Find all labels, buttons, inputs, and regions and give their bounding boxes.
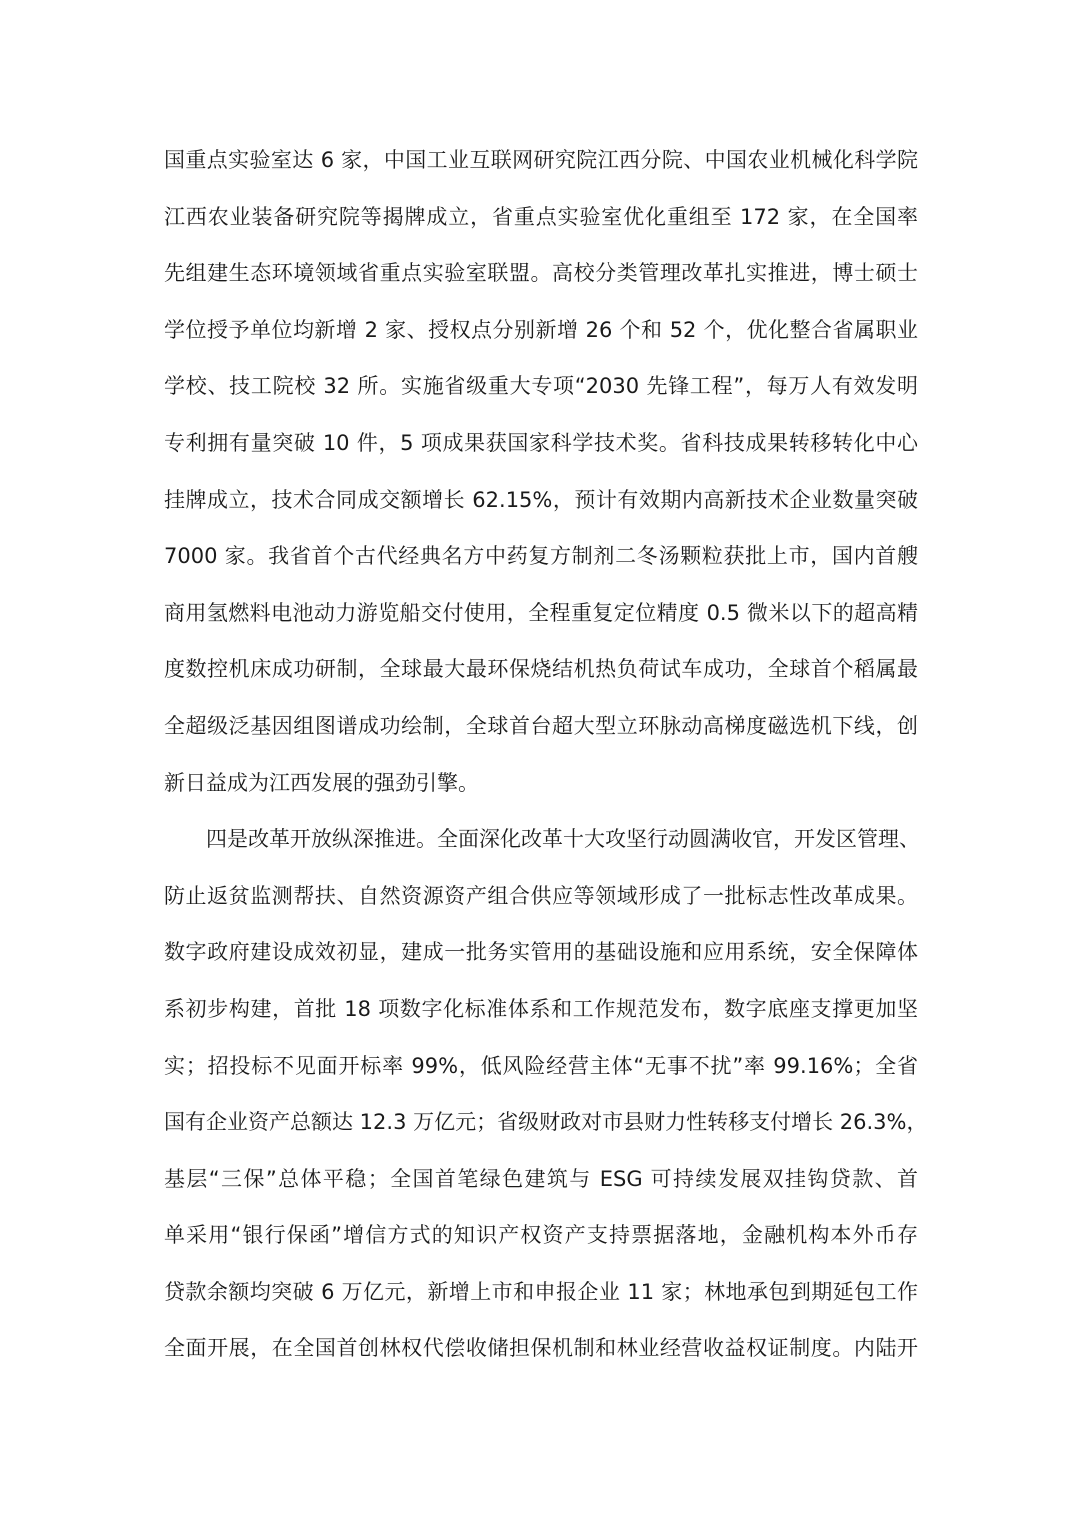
- text-line: 度数控机床成功研制，全球最大最环保烧结机热负荷试车成功，全球首个稻属最: [164, 657, 918, 682]
- text-line: 专利拥有量突破 10 件，5 项成果获国家科学技术奖。省科技成果转移转化中心: [164, 430, 918, 455]
- text-line: 学位授予单位均新增 2 家、授权点分别新增 26 个和 52 个，优化整合省属职业: [164, 317, 918, 342]
- paragraph-reform-opening: [164, 811, 928, 1377]
- text-line: 商用氢燃料电池动力游览船交付使用，全程重复定位精度 0.5 微米以下的超高精: [164, 600, 918, 625]
- paragraph-science-innovation: [164, 132, 918, 811]
- text-line: 基层“三保”总体平稳；全国首笔绿色建筑与 ESG 可持续发展双挂钩贷款、首: [164, 1166, 918, 1191]
- text-line: 实；招投标不见面开标率 99%，低风险经营主体“无事不扰”率 99.16%；全省: [164, 1053, 918, 1078]
- text-line: 学校、技工院校 32 所。实施省级重大专项“2030 先锋工程”，每万人有效发明: [164, 374, 918, 399]
- body-text: [164, 132, 928, 1377]
- text-line: 全超级泛基因组图谱成功绘制，全球首台超大型立环脉动高梯度磁选机下线，创: [164, 713, 918, 738]
- text-line: 7000 家。我省首个古代经典名方中药复方制剂二冬汤颗粒获批上市，国内首艘: [164, 544, 918, 569]
- text-line: 挂牌成立，技术合同成交额增长 62.15%，预计有效期内高新技术企业数量突破: [164, 487, 918, 512]
- text-line: 四是改革开放纵深推进。全面深化改革十大攻坚行动圆满收官，开发区管理、: [206, 827, 920, 852]
- text-line: 系初步构建，首批 18 项数字化标准体系和工作规范发布，数字底座支撑更加坚: [164, 996, 918, 1021]
- text-line: 防止返贫监测帮扶、自然资源资产组合供应等领域形成了一批标志性改革成果。: [164, 883, 918, 908]
- text-line: 国重点实验室达 6 家，中国工业互联网研究院江西分院、中国农业机械化科学院: [164, 148, 918, 172]
- text-line: 单采用“银行保函”增信方式的知识产权资产支持票据落地，金融机构本外币存: [164, 1223, 918, 1248]
- text-line: 全面开展，在全国首创林权代偿收储担保机制和林业经营收益权证制度。内陆开: [164, 1336, 918, 1361]
- text-line: 新日益成为江西发展的强劲引擎。: [164, 770, 479, 795]
- text-line: 国有企业资产总额达 12.3 万亿元；省级财政对市县财力性转移支付增长 26.3%，: [164, 1110, 928, 1135]
- text-line: 江西农业装备研究院等揭牌成立，省重点实验室优化重组至 172 家，在全国率: [164, 204, 918, 229]
- text-line: 先组建生态环境领域省重点实验室联盟。高校分类管理改革扎实推进，博士硕士: [164, 261, 918, 286]
- text-line: 数字政府建设成效初显，建成一批务实管用的基础设施和应用系统，安全保障体: [164, 940, 918, 965]
- text-line: 贷款余额均突破 6 万亿元，新增上市和申报企业 11 家；林地承包到期延包工作: [164, 1279, 918, 1304]
